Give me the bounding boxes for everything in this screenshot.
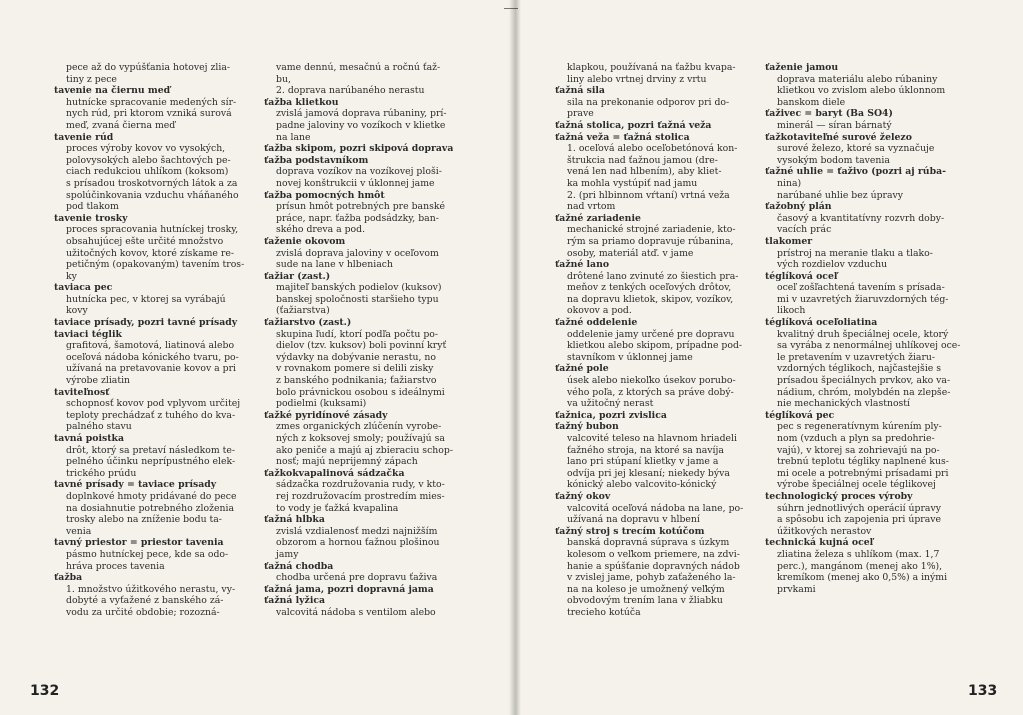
entry-term: taviaci téglik [54, 328, 122, 340]
entry-definition-line: doprava vozíkov na vozíkovej ploši- [276, 166, 442, 178]
entry-definition-line: prísun hmôt potrebných pre banské [276, 201, 445, 213]
entry-definition-line: polovysokých alebo šachtových pe- [66, 154, 231, 166]
entry-definition-line: v zvislej jame, pohyb zaťaženého la- [567, 572, 736, 584]
entry-definition-line: na lane [276, 131, 311, 143]
entry-definition-line: padne jaloviny vo vozíkoch v klietke [276, 119, 446, 131]
entry-definition-line: doprava materiálu alebo rúbaniny [777, 73, 938, 85]
entry-definition-line: osoby, materiál atď. v jame [567, 247, 694, 259]
entry-definition-line: pod tlakom [66, 201, 119, 213]
entry-definition-line: vajú), v ktorej sa zohrievajú na po- [777, 444, 940, 456]
entry-definition-line: kónický alebo valcovito-kónický [567, 479, 717, 491]
entry-definition-line: valcovitá oceľová nádoba na lane, po- [567, 502, 744, 514]
entry-definition-line: ťažného stroja, na ktoré sa navíja [567, 444, 724, 456]
entry-definition-line: banskej spoločnosti staršieho typu [276, 293, 439, 305]
entry-definition-line: výrobe špeciálnej ocele téglikovej [777, 479, 936, 491]
entry-definition-line: zvislá doprava jaloviny v oceľovom [276, 247, 439, 259]
entry-definition-line: valcovité teleso na hlavnom hriadeli [567, 433, 737, 444]
entry-term: ťažiar (zast.) [264, 270, 331, 282]
entry-definition-line: grafitová, šamotová, liatinová alebo [66, 340, 235, 352]
entry-definition-line: spolúčinkovania vzduchu vháňaného [66, 189, 239, 201]
entry-term: ťažkokvapalinová sádzačka [264, 467, 405, 479]
entry-definition-line: oceľová nádoba kónického tvaru, po- [66, 351, 239, 363]
entry-definition-line: majiteľ banských podielov (kuksov) [276, 282, 442, 294]
entry-definition-line: mechanické strojné zariadenie, kto- [567, 224, 736, 236]
entry-definition-line: sude na lane v hlbeniach [276, 259, 393, 271]
entry-definition-line: ako peniče a majú aj zbieraciu schop- [276, 444, 453, 456]
entry-term: tavenie trosky [54, 212, 128, 224]
entry-definition-line: proces spracovania hutníckej trosky, [66, 224, 239, 236]
entry-definition-line: prístroj na meranie tlaku a tlako- [777, 247, 933, 259]
entry-term: ťažobný plán [765, 201, 832, 213]
entry-term: ťažba pomocných hmôt [264, 189, 385, 201]
entry-term: ťažba klietkou [264, 96, 339, 108]
entry-term: ťažnica, pozri zvislica [555, 409, 667, 421]
entry-definition-line: užívaná na pretavovanie kovov a pri [66, 363, 237, 375]
entry-definition-line: obsahujúcej ešte určité množstvo [66, 235, 224, 247]
entry-term: ťažba [54, 572, 83, 584]
entry-definition-line: bolo právnickou osobou s ideálnymi [276, 386, 445, 398]
entry-definition-line: kvalitný druh špeciálnej ocele, ktorý [777, 328, 949, 340]
entry-definition-line: prvkami [777, 583, 816, 595]
left-page-number: 132 [30, 683, 60, 699]
entry-definition-line: drôt, ktorý sa pretaví následkom te- [66, 444, 235, 456]
entry-term: ťažba podstavníkom [264, 154, 369, 166]
entry-term: tavenie na čiernu meď [54, 85, 171, 97]
entry-definition-line: trosky alebo na zníženie bodu ta- [66, 514, 222, 526]
entry-definition-line: vzdorných téglikoch, najčastejšie s [777, 363, 942, 375]
entry-definition-line: ných z koksovej smoly; používajú sa [276, 433, 445, 444]
entry-definition-line: tiny z pece [66, 73, 117, 85]
entry-definition-line: hutnícka pec, v ktorej sa vyrábajú [66, 293, 226, 305]
entry-definition-line: surové železo, ktoré sa vyznačuje [777, 143, 935, 155]
entry-term: ťaživec = baryt (Ba SO4) [765, 108, 893, 120]
entry-definition-line: prísadou špeciálnych prvkov, ako va- [777, 375, 951, 387]
entry-definition-line: oceľ zošľachtená tavením s prísada- [777, 282, 945, 294]
entry-definition-line: obvodovým trením lana v žliabku [567, 595, 723, 607]
entry-term: téglíková oceľoliatina [765, 317, 878, 329]
entry-definition-line: banskom diele [777, 96, 846, 108]
entry-definition-line: hutnícke spracovanie medených sír- [66, 96, 237, 108]
entry-term: ťažné zariadenie [555, 212, 641, 224]
entry-definition-line: trecieho kotúča [567, 606, 641, 618]
entry-term: téglíková oceľ [765, 270, 838, 282]
entry-definition-line: úžitkových nerastov [777, 525, 872, 537]
entry-definition-line: drôtené lano zvinuté zo šiestich pra- [567, 270, 739, 282]
entry-definition-line: klietkou alebo skipom, prípadne pod- [567, 340, 743, 352]
entry-definition-line: ka mohla vystúpiť nad jamu [567, 177, 698, 189]
entry-definition-line: nosť; majú neprijemný zápach [276, 456, 418, 468]
entry-definition-line: na na koleso je umožnený veľkým [567, 583, 725, 595]
entry-term: ťažný okov [555, 490, 611, 502]
entry-definition-line: podielmi (kuksami) [276, 398, 367, 410]
entry-definition-line: nych rúd, pri ktorom vzniká surová [66, 108, 232, 120]
entry-term: tavný priestor = priestor tavenia [54, 537, 224, 549]
entry-term: tavné prísady = taviace prísady [54, 479, 217, 491]
entry-definition-line: výrobe zliatin [66, 375, 131, 387]
entry-definition-line: va užitočný nerast [567, 398, 654, 410]
entry-term: technická kujná oceľ [765, 537, 874, 549]
entry-definition-line: časový a kvantitatívny rozvrh doby- [777, 212, 945, 224]
entry-term: ťažkotaviteľné surové železo [765, 131, 912, 143]
left-page-column-1 [54, 62, 244, 619]
entry-term: ťaženie jamou [765, 62, 839, 73]
entry-definition-line: chodba určená pre dopravu ťaživa [276, 572, 438, 584]
entry-definition-line: vodu za určité obdobie; rozozná- [66, 606, 220, 618]
entry-definition-line: vého poľa, z ktorých sa práve dobý- [567, 386, 734, 398]
entry-definition-line: pelného účinku neprípustného elek- [66, 456, 236, 468]
entry-definition-line: obzorom a hornou ťažnou plošinou [276, 537, 440, 549]
entry-definition-line: vysokým bodom tavenia [777, 154, 890, 166]
entry-definition-line: nad vrtom [567, 201, 616, 213]
entry-definition-line: narúbané uhlie bez úpravy [777, 189, 904, 201]
entry-definition-line: v rovnakom pomere si delili zisky [276, 363, 434, 375]
entry-definition-line: práce, napr. ťažba podsádzky, ban- [276, 212, 439, 224]
entry-definition-line: sila na prekonanie odporov pri do- [567, 96, 730, 108]
entry-definition-line: štrukcia nad ťažnou jamou (dre- [567, 154, 718, 166]
entry-definition-line: to vody je ťažká kvapalina [276, 502, 399, 514]
right-page-number: 133 [968, 683, 998, 699]
entry-definition-line: sádzačka rozdružovania rudy, v kto- [276, 479, 445, 491]
entry-definition-line: novej konštrukcii v úklonnej jame [276, 177, 435, 189]
entry-definition-line: trebnú teplotu tégliky naplnené kus- [777, 456, 949, 468]
entry-definition-line: zliatina železa s uhlíkom (max. 1,7 [777, 548, 940, 560]
entry-definition-line: liny alebo vrtnej drviny z vrtu [567, 73, 707, 85]
entry-definition-line: pásmo hutníckej pece, kde sa odo- [66, 548, 229, 560]
entry-term: ťažké pyridínové zásady [264, 409, 388, 421]
entry-term: taviaca pec [54, 282, 113, 294]
entry-term: ťažiarstvo (zast.) [264, 317, 352, 329]
entry-term: ťažné uhlie = ťaživo (pozri aj rúba- [765, 166, 946, 178]
entry-definition-line: stavníkom v úklonnej jame [567, 351, 693, 363]
entry-definition-line: užívaná na dopravu v hĺbení [567, 514, 700, 526]
entry-definition-line: hráva proces tavenia [66, 560, 165, 572]
entry-definition-line: lano pri stúpaní klietky v jame a [567, 456, 719, 468]
entry-definition-line: kolesom o veľkom priemere, na zdvi- [567, 548, 740, 560]
entry-definition-line: mi v uzavretých žiaruvzdorných tég- [777, 293, 949, 305]
entry-definition-line: likoch [777, 305, 806, 317]
entry-definition-line: nie mechanických vlastností [777, 398, 911, 410]
entry-term: ťažná lyžica [264, 595, 326, 607]
entry-definition-line: banská dopravná súprava s úzkym [567, 537, 730, 549]
entry-definition-line: hanie a spúšťanie dopravných nádob [567, 560, 740, 572]
entry-definition-line: bu, [276, 73, 291, 85]
entry-definition-line: valcovitá nádoba s ventilom alebo [276, 606, 436, 618]
entry-definition-line: klietkou vo zvislom alebo úklonnom [777, 85, 946, 97]
entry-definition-line: ského dreva a pod. [276, 224, 366, 236]
entry-term: technologický proces výroby [765, 490, 913, 502]
entry-definition-line: le pretavením v uzavretých žiaru- [777, 351, 936, 363]
entry-term: tlakomer [765, 235, 813, 247]
left-page-column-2 [264, 62, 453, 619]
entry-definition-line: súhrn jednotlivých operácií úpravy [777, 502, 941, 514]
entry-definition-line: prave [567, 108, 594, 120]
entry-definition-line: perc.), mangánom (menej ako 1%), [777, 560, 943, 572]
entry-definition-line: rej rozdružovacím prostredím mies- [276, 490, 445, 502]
entry-definition-line: minerál — síran bárnatý [777, 119, 892, 131]
entry-term: ťažné lano [555, 259, 610, 271]
entry-definition-line: ciach redukciou uhlíkom (koksom) [66, 166, 229, 178]
entry-definition-line: úsek alebo niekoľko úsekov porubo- [567, 375, 736, 387]
entry-definition-line: nina) [777, 177, 802, 189]
entry-definition-line: 2. (pri hĺbinnom vŕtaní) vrtná veža [567, 189, 730, 201]
entry-term: tavná poistka [54, 433, 124, 444]
entry-definition-line: teploty prechádzať z tuhého do kva- [66, 409, 236, 421]
entry-term: ťažná chodba [264, 560, 334, 572]
entry-term: ťažné oddelenie [555, 317, 638, 329]
right-page-column-2 [765, 62, 960, 595]
entry-definition-line: rým sa priamo dopravuje rúbanina, [567, 235, 734, 247]
entry-definition-line: s prísadou troskotvorných látok a za [66, 177, 238, 189]
entry-definition-line: doplnkové hmoty pridávané do pece [66, 490, 237, 502]
entry-definition-line: schopnosť kovov pod vplyvom určitej [66, 398, 241, 410]
entry-definition-line: odvíja pri jej klesaní; niekedy býva [567, 467, 730, 479]
entry-definition-line: pece až do vypúšťania hotovej zlia- [66, 62, 231, 73]
entry-definition-line: z banského podnikania; ťažiarstvo [276, 375, 437, 387]
entry-definition-line: pec s regeneratívnym kúrením ply- [777, 421, 942, 433]
entry-definition-line: (ťažiarstva) [276, 305, 330, 317]
entry-definition-line: sa vyrába z nenormálnej uhlíkovej oce- [777, 340, 961, 352]
entry-definition-line: klapkou, používaná na ťažbu kvapa- [567, 62, 736, 73]
entry-definition-line: na dosiahnutie potrebného zloženia [66, 502, 235, 514]
entry-definition-line: meňov z tenkých oceľových drôtov, [567, 282, 732, 294]
entry-term: ťažný stroj s trecím kotúčom [555, 525, 705, 537]
entry-definition-line: dielov (tzv. kuksov) boli povinní kryť [276, 340, 447, 352]
entry-definition-line: vená len nad hĺbením), aby kliet- [567, 166, 722, 178]
entry-definition-line: nádium, chróm, molybdén na zlepše- [777, 386, 951, 398]
entry-definition-line: meď, zvaná čierna meď [66, 119, 176, 131]
entry-definition-line: zvislá jamová doprava rúbaniny, prí- [276, 108, 447, 120]
entry-term: tavenie rúd [54, 131, 114, 143]
entry-definition-line: jamy [276, 548, 299, 560]
entry-definition-line: okovov a pod. [567, 305, 632, 317]
entry-definition-line: trického prúdu [66, 467, 137, 479]
entry-definition-line: vacích prác [777, 224, 832, 236]
entry-definition-line: užitočných kovov, ktoré získame re- [66, 247, 234, 259]
entry-definition-line: zmes organických zlúčenín vyrobe- [276, 421, 442, 433]
entry-definition-line: 2. doprava narúbaného nerastu [276, 85, 425, 97]
entry-definition-line: 1. množstvo úžitkového nerastu, vy- [66, 583, 236, 595]
entry-definition-line: skupina ľudí, ktorí podľa počtu po- [276, 328, 439, 340]
entry-term: ťažná sila [555, 85, 605, 97]
entry-term: ťaženie okovom [264, 235, 346, 247]
entry-definition-line: vých rozdielov vzduchu [777, 259, 888, 271]
entry-term: ťažný bubon [555, 421, 619, 433]
entry-definition-line: palného stavu [66, 421, 132, 433]
entry-definition-line: a spôsobu ich zapojenia pri úprave [777, 514, 942, 526]
entry-term: ťažná jama, pozri dopravná jama [264, 583, 434, 595]
entry-term: ťažba skipom, pozri skipová doprava [264, 143, 454, 155]
book-gutter [509, 0, 521, 715]
entry-definition-line: petičným (opakovaným) tavením tros- [66, 259, 245, 271]
entry-definition-line: venia [66, 525, 92, 537]
entry-definition-line: nom (vzduch a plyn sa predohrie- [777, 433, 935, 444]
entry-definition-line: zvislá vzdialenosť medzi najnižším [276, 525, 438, 537]
entry-definition-line: vame dennú, mesačnú a ročnú ťaž- [276, 62, 441, 73]
entry-term: ťažné pole [555, 363, 609, 375]
entry-term: taviteľnosť [54, 386, 110, 398]
entry-definition-line: proces výroby kovov vo vysokých, [66, 143, 226, 155]
entry-term: taviace prísady, pozri tavné prísady [54, 317, 238, 329]
entry-definition-line: 1. oceľová alebo oceľobetónová kon- [567, 143, 738, 155]
entry-definition-line: výdavky na dobývanie nerastu, no [276, 351, 437, 363]
entry-term: ťažná veža = ťažná stolica [555, 131, 690, 143]
right-page-column-1 [555, 62, 743, 619]
entry-definition-line: kremíkom (menej ako 0,5%) a inými [777, 572, 948, 584]
entry-definition-line: na dopravu klietok, skipov, vozíkov, [567, 293, 734, 305]
entry-definition-line: mi ocele a potrebnými prísadami pri [777, 467, 949, 479]
entry-term: ťažná hĺbka [264, 514, 325, 526]
entry-term: ťažná stolica, pozri ťažná veža [555, 119, 712, 131]
entry-definition-line: dobyté a vyťažené z banského zá- [66, 595, 224, 607]
entry-definition-line: ky [66, 270, 77, 282]
entry-term: téglíková pec [765, 409, 835, 421]
entry-definition-line: oddelenie jamy určené pre dopravu [567, 328, 735, 340]
entry-definition-line: kovy [66, 305, 88, 317]
